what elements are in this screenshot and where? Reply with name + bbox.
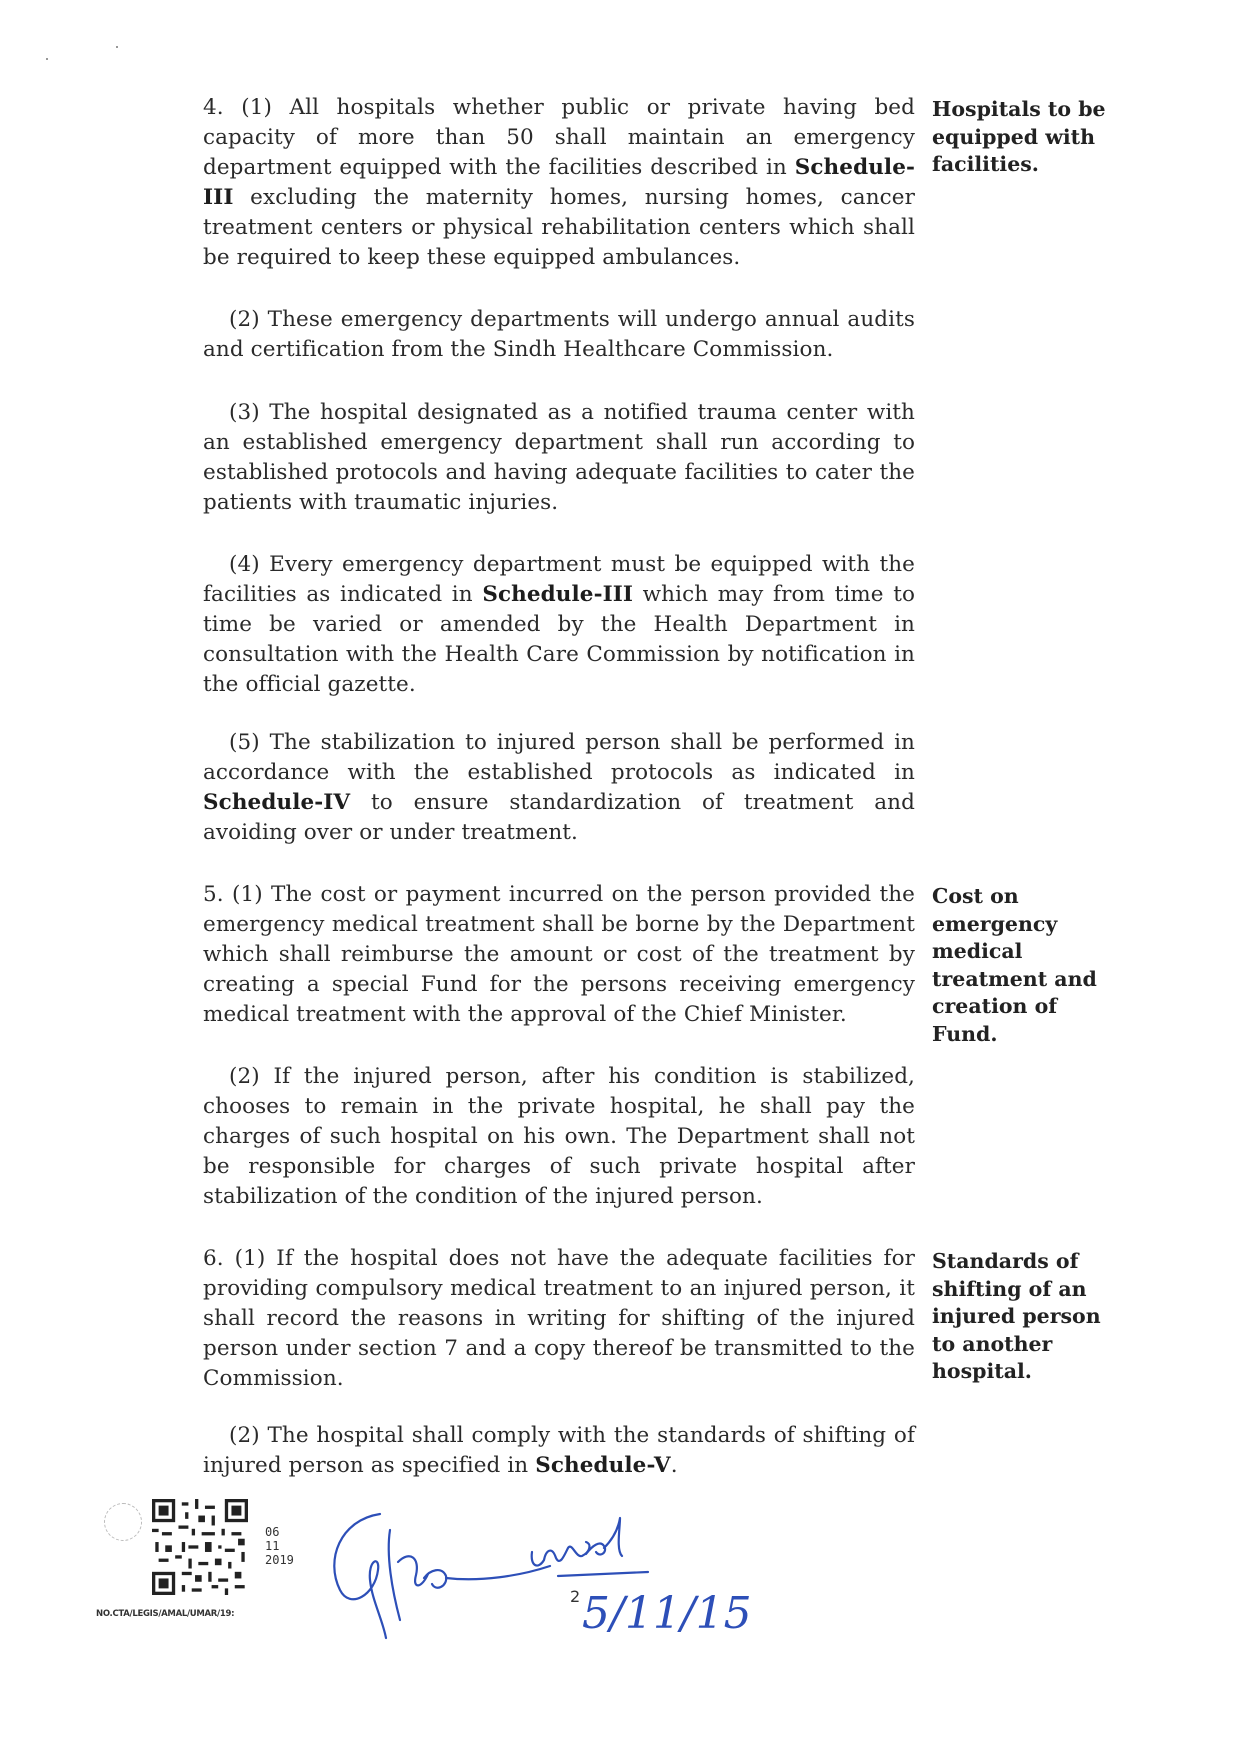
text-run: All hospitals whether public or private having bed capacity of more than 50 shall maintain an emergency department equipped with the facilities described in bbox=[203, 95, 915, 180]
schedule-reference: Schedule-V bbox=[535, 1453, 671, 1478]
text-run: to ensure standardization of treatment and avoiding over or under treatment. bbox=[203, 790, 915, 845]
stamp-year: 2019 bbox=[265, 1553, 294, 1567]
schedule-reference: Schedule-III bbox=[482, 582, 634, 607]
qr-code-icon bbox=[152, 1499, 248, 1595]
text-run: which may from time to time be varied or amended by the Health Department in consultation with the Health Care Commission by notification in the official gazette. bbox=[203, 582, 915, 697]
margin-note-section-4: Hospitals to be equipped with facilities. bbox=[932, 97, 1106, 176]
text-run: . bbox=[670, 1453, 678, 1478]
scan-speck bbox=[46, 58, 48, 60]
section-6-subsection-2 bbox=[203, 1421, 915, 1481]
section-5-subsection-2: (2) If the injured person, after his condition is stabilized, chooses to remain in the private hospital, he shall pay the charges of such hospital on his own. The Department shall not be responsible for charges of such private hospital after stabilization of the condition of the injured person. bbox=[203, 1064, 915, 1209]
margin-note-section-5: Cost on emergency medical treatment and creation of Fund. bbox=[932, 884, 1097, 1046]
scan-speck bbox=[116, 46, 118, 48]
text-run: (5) The stabilization to injured person shall be performed in accordance with the established protocols as indicated in bbox=[203, 730, 915, 785]
page-number: 2 bbox=[570, 1587, 581, 1606]
stamp-date bbox=[265, 1525, 294, 1567]
stamp-day: 06 bbox=[265, 1525, 280, 1539]
section-6-subsection-1: 6. (1) If the hospital does not have the adequate facilities for providing compulsory medical treatment to an injured person, it shall record the reasons in writing for shifting of the injured person under section 7 and a copy thereof be transmitted to the Commission. bbox=[203, 1246, 915, 1391]
signature-date: 5/11/15 bbox=[582, 1588, 752, 1639]
seal-icon bbox=[104, 1503, 142, 1541]
section-4-subsection-2: (2) These emergency departments will undergo annual audits and certification from the Sindh Healthcare Commission. bbox=[203, 307, 915, 362]
schedule-reference: Schedule-III bbox=[203, 155, 915, 210]
margin-note-section-6: Standards of shifting of an injured person to another hospital. bbox=[932, 1249, 1101, 1383]
section-4-subsection-1 bbox=[203, 93, 915, 273]
section-4-subsection-4 bbox=[203, 550, 915, 700]
text-run: excluding the maternity homes, nursing homes, cancer treatment centers or physical rehabilitation centers which shall be required to keep these equipped ambulances. bbox=[203, 185, 915, 270]
section-5-subsection-1: 5. (1) The cost or payment incurred on the person provided the emergency medical treatment shall be borne by the Department which shall reimburse the amount or cost of the treatment by creating a special Fund for the persons receiving emergency medical treatment with the approval of the Chief Minister. bbox=[203, 882, 915, 1027]
text-run: (4) Every emergency department must be equipped with the facilities as indicated in bbox=[203, 552, 915, 607]
schedule-reference: Schedule-IV bbox=[203, 790, 351, 815]
verification-stamp bbox=[96, 1495, 326, 1625]
stamp-month: 11 bbox=[265, 1539, 280, 1553]
section-4-subsection-5 bbox=[203, 728, 915, 848]
handwritten-signature bbox=[320, 1500, 760, 1650]
section-number: 4. (1) bbox=[203, 95, 290, 120]
text-run: (2) The hospital shall comply with the standards of shifting of injured person as specified in bbox=[203, 1423, 915, 1478]
stamp-reference-number: NO.CTA/LEGIS/AMAL/UMAR/19: bbox=[96, 1609, 235, 1619]
section-4-subsection-3: (3) The hospital designated as a notified trauma center with an established emergency department shall run according to established protocols and having adequate facilities to cater the patients with traumatic injuries. bbox=[203, 400, 915, 515]
